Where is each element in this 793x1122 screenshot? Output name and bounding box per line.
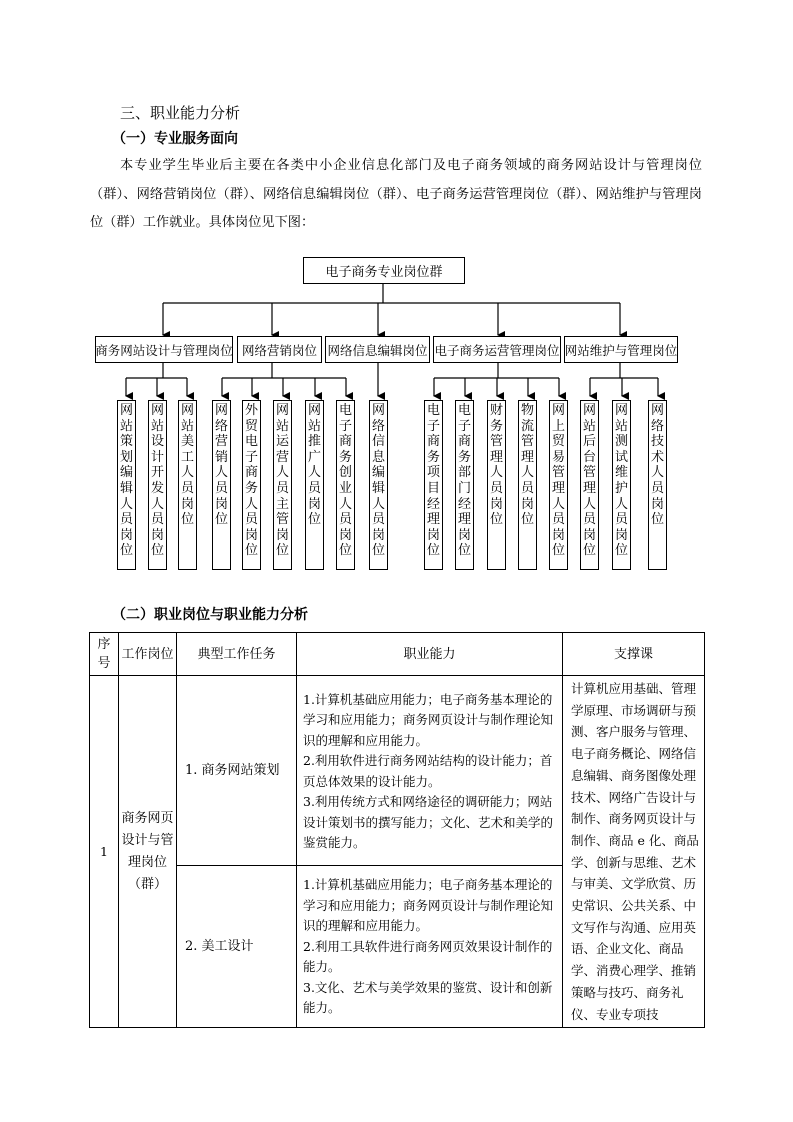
header-seq: 序号 (90, 633, 119, 676)
chart-leaf: 电子商务创业人员岗位 (336, 400, 355, 570)
chart-leaf: 电子商务部门经理岗位 (455, 400, 474, 570)
chart-group-operations: 电子商务运营管理岗位 (433, 336, 561, 363)
chart-leaf: 网络信息编辑人员岗位 (369, 400, 388, 570)
chart-leaf: 网上贸易管理人员岗位 (549, 400, 568, 570)
ability-table (89, 632, 705, 1028)
chart-leaf: 电子商务项目经理岗位 (424, 400, 443, 570)
chart-leaf: 财务管理人员岗位 (487, 400, 506, 570)
ability-item: 3.文化、艺术与美学效果的鉴赏、设计和创新能力。 (303, 979, 553, 1016)
cell-ability (297, 676, 563, 866)
cell-task: 1. 商务网站策划 (177, 676, 297, 866)
table-row (90, 676, 705, 866)
table-header-row (90, 633, 705, 676)
ability-item: 2.利用工具软件进行商务网页效果设计制作的能力。 (303, 938, 553, 975)
header-course: 支撑课 (563, 633, 705, 676)
cell-courses: 计算机应用基础、管理学原理、市场调研与预测、客户服务与管理、电子商务概论、网络信息编辑、商务图像处理技术、网络广告设计与制作、商务网页设计与制作、商品 e 化、商品学、创新与思维、艺术与审美、文学欣赏、历史常识、公共关系、中文写作与沟通、应用英语、企业文化、商品学、消费心理学、推销策略与技巧、商务礼仪、专业专项技 (563, 676, 705, 1028)
intro-paragraph: 本专业学生毕业后主要在各类中小企业信息化部门及电子商务领域的商务网站设计与管理岗位（群）、网络营销岗位（群）、网络信息编辑岗位（群）、电子商务运营管理岗位（群）、网站维护与管理岗位（群）工作就业。具体岗位见下图： (90, 158, 702, 230)
cell-ability (297, 866, 563, 1028)
chart-leaf: 网站美工人员岗位 (178, 400, 197, 570)
chart-leaf: 外贸电子商务人员岗位 (242, 400, 261, 570)
chart-group-maintenance: 网站维护与管理岗位 (564, 336, 678, 363)
ability-item: 3.利用传统方式和网络途径的调研能力；网站设计策划书的撰写能力；文化、艺术和美学的鉴赏能力。 (303, 794, 554, 851)
header-task: 典型工作任务 (177, 633, 297, 676)
chart-leaf: 物流管理人员岗位 (518, 400, 537, 570)
section-title: 三、职业能力分析 (120, 104, 241, 122)
ability-item: 1.计算机基础应用能力；电子商务基本理论的学习和应用能力；商务网页设计与制作理论知识的理解和应用能力。 (303, 691, 554, 748)
chart-group-web-design: 商务网站设计与管理岗位 (95, 336, 233, 363)
chart-leaf: 网站推广人员岗位 (305, 400, 324, 570)
chart-leaf: 网站后台管理人员岗位 (580, 400, 599, 570)
chart-leaf: 网络营销人员岗位 (212, 400, 231, 570)
chart-leaf: 网站运营人员主管岗位 (273, 400, 292, 570)
chart-leaf: 网络技术人员岗位 (648, 400, 667, 570)
header-position: 工作岗位 (119, 633, 177, 676)
chart-leaf: 网站设计开发人员岗位 (148, 400, 167, 570)
ability-item: 1.计算机基础应用能力；电子商务基本理论的学习和应用能力；商务网页设计与制作理论知识的理解和应用能力。 (303, 877, 554, 934)
cell-position: 商务网页设计与管理岗位（群） (119, 676, 177, 1028)
chart-group-info-editing: 网络信息编辑岗位 (325, 336, 430, 363)
ability-item: 2.利用软件进行商务网站结构的设计能力；首页总体效果的设计能力。 (303, 753, 553, 789)
subsection-title-service: （一）专业服务面向 (112, 131, 238, 147)
cell-task: 2. 美工设计 (177, 866, 297, 1028)
chart-leaf: 网站策划编辑人员岗位 (117, 400, 136, 570)
chart-leaf: 网站测试维护人员岗位 (612, 400, 631, 570)
subsection-title-ability: （二）职业岗位与职业能力分析 (112, 607, 308, 623)
chart-group-marketing: 网络营销岗位 (237, 336, 322, 363)
cell-seq: 1 (90, 676, 119, 1028)
header-ability: 职业能力 (297, 633, 563, 676)
chart-root-node: 电子商务专业岗位群 (303, 257, 465, 284)
